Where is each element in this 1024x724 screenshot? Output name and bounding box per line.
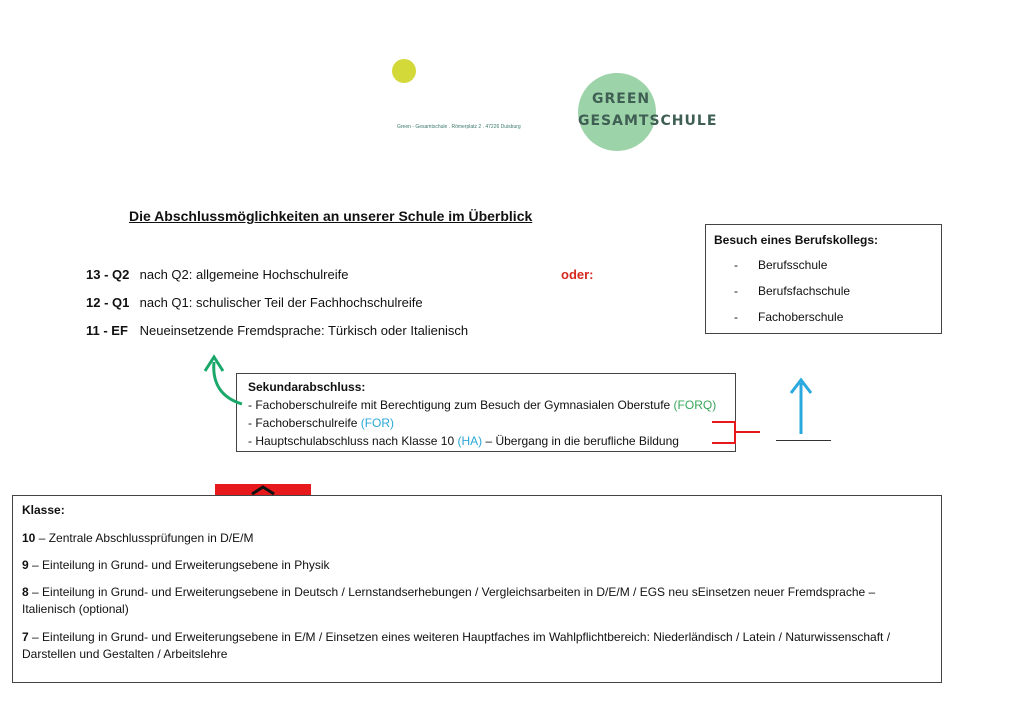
school-address: Green - Gesamtschule . Römerplatz 2 . 47226 Duisburg	[397, 124, 521, 130]
stage-text: nach Q2: allgemeine Hochschulreife	[139, 267, 349, 282]
sekundar-line-code: (FOR)	[360, 416, 395, 430]
stage-code: 11 - EF	[86, 323, 128, 338]
klasse-number: 8	[22, 585, 29, 599]
list-bullet: -	[734, 258, 738, 272]
klasse-title: Klasse:	[22, 503, 65, 517]
stage-code: 12 - Q1	[86, 295, 130, 310]
stage-text: Neueinsetzende Fremdsprache: Türkisch oder Italienisch	[139, 323, 469, 338]
list-item-label: Fachoberschule	[758, 310, 844, 324]
list-item-label: Berufsfachschule	[758, 284, 851, 298]
klasse-row-text: – Einteilung in Grund- und Erweiterungsebene in E/M / Einsetzen eines weiteren Hauptfaches im Wahlpflichtbereich: Niederländisch / Latein / Naturwissenschaft / Darstellen und Gestalten / Arbeitslehre	[22, 630, 891, 661]
logo-line-2: GESAMTSCHULE	[578, 113, 718, 129]
sekundar-line-code: (FORQ)	[673, 398, 717, 412]
sekundar-line-text: - Hauptschulabschluss nach Klasse 10	[248, 434, 458, 448]
stage-text: nach Q1: schulischer Teil der Fachhochschulreife	[139, 295, 423, 310]
sekundar-line-text: - Fachoberschulreife	[248, 416, 361, 430]
list-bullet: -	[734, 284, 738, 298]
stage-code: 13 - Q2	[86, 267, 130, 282]
overview-title: Die Abschlussmöglichkeiten an unserer Schule im Überblick	[129, 208, 533, 224]
sekundar-line-code: (HA)	[457, 434, 483, 448]
list-item-label: Berufsschule	[758, 258, 828, 272]
berufskolleg-title: Besuch eines Berufskollegs:	[714, 233, 879, 247]
or-label: oder:	[561, 267, 594, 282]
list-bullet: -	[734, 310, 738, 324]
klasse-row-text: – Einteilung in Grund- und Erweiterungsebene in Physik	[28, 558, 330, 572]
sekundar-line-suffix: – Übergang in die berufliche Bildung	[482, 434, 679, 448]
green-curved-arrow-icon	[214, 362, 242, 404]
sekundarabschluss-title: Sekundarabschluss:	[248, 380, 366, 394]
klasse-row-text: – Zentrale Abschlussprüfungen in D/E/M	[35, 531, 254, 545]
logo-line-1: GREEN	[592, 91, 651, 107]
red-bracket-icon	[712, 422, 760, 443]
klasse-row-text: – Einteilung in Grund- und Erweiterungsebene in Deutsch / Lernstandserhebungen / Vergleichsarbeiten in D/E/M / EGS neu sEinsetzen neuer Fremdsprache – Italienisch (optional)	[22, 585, 876, 616]
black-arrowhead-icon	[252, 487, 274, 494]
klasse-number: 7	[22, 630, 29, 644]
sekundar-line-text: - Fachoberschulreife mit Berechtigung zum Besuch der Gymnasialen Oberstufe	[248, 398, 674, 412]
klasse-number: 10	[22, 531, 36, 545]
klasse-number: 9	[22, 558, 29, 572]
